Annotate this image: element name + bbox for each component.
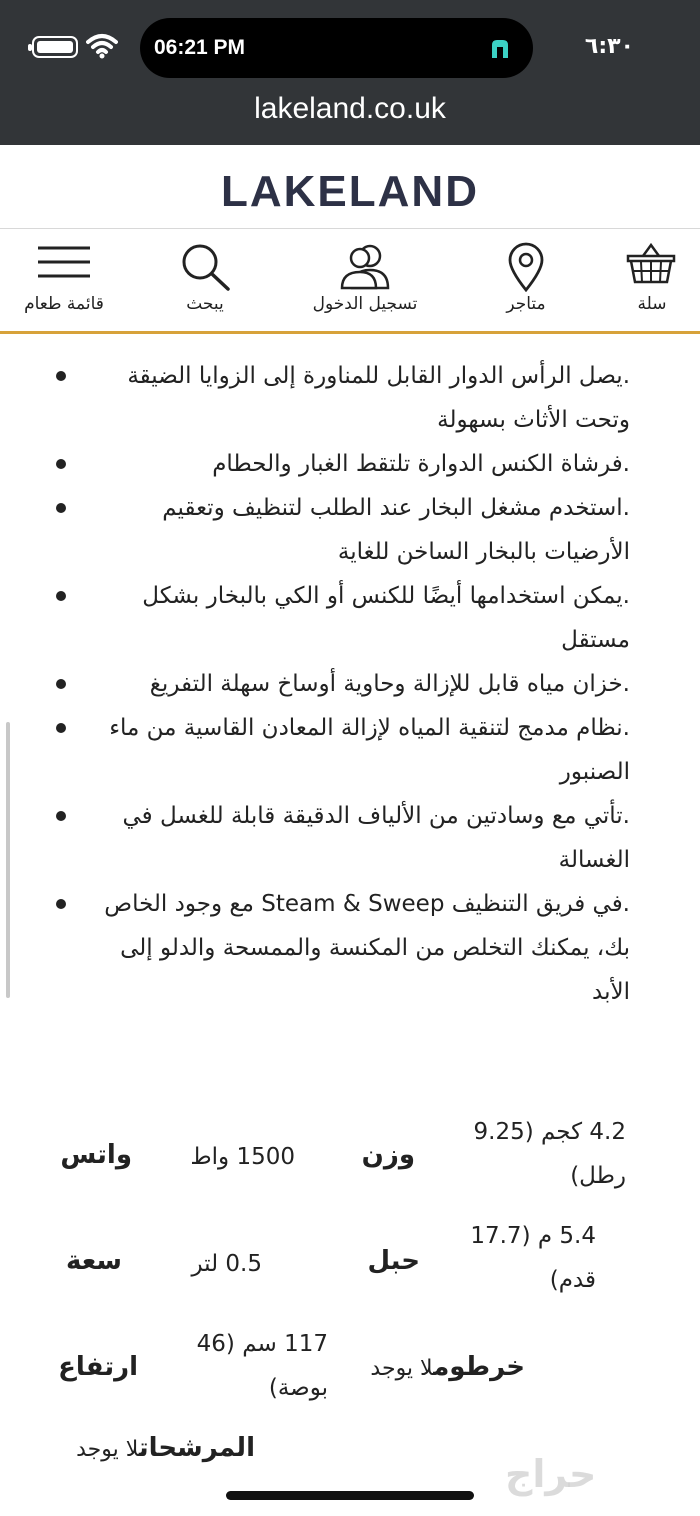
- nav-basket-label: سلة: [637, 294, 667, 314]
- users-icon: [338, 242, 394, 290]
- page-scrollbar[interactable]: [6, 722, 10, 998]
- bullet-dot: [56, 679, 66, 689]
- bullet-dot: [56, 503, 66, 513]
- nav-stores[interactable]: [486, 230, 566, 330]
- browser-top-bar: [0, 0, 700, 145]
- map-pin-icon: [508, 242, 544, 292]
- spec-height-value: 117 سم (46 بوصة): [196, 1331, 328, 1401]
- spec-filters-value: لا يوجد: [76, 1437, 139, 1462]
- list-item: [90, 662, 630, 706]
- bullet-dot: [56, 591, 66, 601]
- list-item: [90, 486, 630, 574]
- spec-watts-label: واتس: [60, 1140, 132, 1170]
- spec-hose-label: خرطوم: [433, 1352, 525, 1382]
- nav-search[interactable]: [160, 230, 250, 330]
- feature-list: [0, 354, 700, 1014]
- spec-weight-label: وزن: [361, 1140, 415, 1170]
- spec-hose-value: لا يوجد: [370, 1356, 434, 1381]
- site-header: [0, 145, 700, 229]
- nav-stores-label: متاجر: [506, 294, 546, 314]
- list-item-text: .خزان مياه قابل للإزالة وحاوية أوساخ سهلة التفريغ: [149, 671, 630, 697]
- list-item: [90, 574, 630, 662]
- list-item: [90, 354, 630, 442]
- spec-cable-value: 5.4 م (17.7 قدم): [470, 1223, 596, 1293]
- bullet-dot: [56, 723, 66, 733]
- spec-watts-value: 1500 واط: [190, 1144, 295, 1170]
- search-icon: [180, 242, 232, 292]
- spec-height-label: ارتفاع: [58, 1352, 138, 1382]
- list-item: [90, 442, 630, 486]
- spec-filters: [76, 1433, 255, 1463]
- nav-basket[interactable]: [614, 230, 690, 330]
- spec-filters-label: المرشحات: [138, 1433, 255, 1463]
- list-item-text: .في فريق التنظيف Steam & Sweep مع وجود الخاص بك، يمكنك التخلص من المكنسة والممسحة والدلو إلى الأبد: [104, 891, 630, 1005]
- address-bar-url[interactable]: lakeland.co.uk: [254, 92, 446, 125]
- spec-capacity-label: سعة: [65, 1246, 122, 1276]
- list-item-text: .استخدم مشغل البخار عند الطلب لتنظيف وتعقيم الأرضيات بالبخار الساخن للغاية: [162, 495, 630, 565]
- status-clock: ٦:٣٠: [584, 34, 634, 59]
- list-item: [90, 706, 630, 794]
- nav-menu[interactable]: [14, 230, 114, 330]
- list-item: [90, 882, 630, 1014]
- basket-icon: [626, 242, 676, 286]
- battery-icon: [32, 36, 78, 58]
- list-item-text: .نظام مدمج لتنقية المياه لإزالة المعادن القاسية من ماء الصنبور: [109, 715, 630, 785]
- bullet-dot: [56, 371, 66, 381]
- list-item-text: .يصل الرأس الدوار القابل للمناورة إلى الزوايا الضيقة وتحت الأثاث بسهولة: [127, 363, 630, 433]
- nav-login[interactable]: [300, 230, 430, 330]
- site-nav: [0, 230, 700, 334]
- home-indicator[interactable]: [226, 1491, 474, 1500]
- lakeland-logo[interactable]: LAKELAND: [221, 167, 479, 216]
- wifi-icon: [86, 32, 118, 60]
- nav-login-label: تسجيل الدخول: [312, 294, 418, 314]
- list-item: [90, 794, 630, 882]
- app-activity-icon: [487, 36, 513, 62]
- list-item-text: .فرشاة الكنس الدوارة تلتقط الغبار والحطام: [212, 451, 630, 477]
- nav-search-label: يبحث: [186, 294, 224, 314]
- spec-hose: [370, 1352, 525, 1382]
- list-item-text: .تأتي مع وسادتين من الألياف الدقيقة قابلة للغسل في الغسالة: [122, 803, 630, 873]
- bullet-dot: [56, 459, 66, 469]
- bullet-dot: [56, 899, 66, 909]
- bullet-dot: [56, 811, 66, 821]
- hamburger-menu-icon: [38, 242, 90, 282]
- spec-weight-value: 4.2 كجم (9.25 رطل): [473, 1119, 626, 1189]
- spec-capacity-value: 0.5 لتر: [191, 1251, 262, 1277]
- nav-menu-label: قائمة طعام: [24, 294, 104, 314]
- list-item-text: .يمكن استخدامها أيضًا للكنس أو الكي بالبخار بشكل مستقل: [142, 583, 630, 653]
- dynamic-island: [140, 18, 533, 78]
- island-time: 06:21 PM: [154, 36, 246, 59]
- haraj-watermark: حراج: [505, 1452, 597, 1496]
- spec-cable-label: حبل: [367, 1246, 420, 1276]
